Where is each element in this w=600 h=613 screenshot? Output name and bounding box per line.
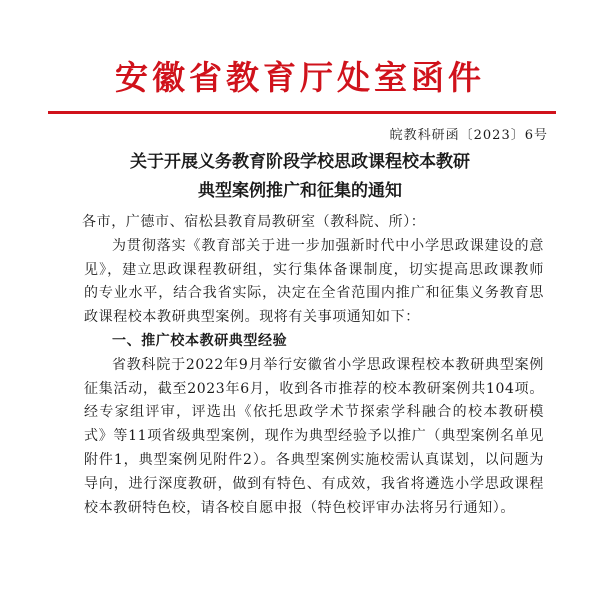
document-number: 皖教科研函〔2023〕6号 [389, 128, 548, 143]
document-body [84, 211, 544, 520]
title-line-1: 关于开展义务教育阶段学校思政课程校本教研 [130, 152, 470, 172]
red-divider-line [48, 111, 556, 114]
section-1-heading: 一、推广校本教研典型经验 [112, 332, 288, 349]
addressee: 各市，广德市、宿松县教育局教研室（教科院、所）： [82, 214, 426, 230]
intro-paragraph: 为贯彻落实《教育部关于进一步加强新时代中小学思政课建设的意见》，建立思政课程教研组，实行集体备课制度，切实提高思政课教师的专业水平，结合我省实际，决定在全省范围内推广和征集义务教育思政课程校本教研典型案例。现将有关事项通知如下： [84, 237, 544, 326]
notice-title [40, 148, 560, 206]
title-line-2: 典型案例推广和征集的通知 [198, 181, 402, 201]
section-1-paragraph: 省教科院于2022年9月举行安徽省小学思政课程校本教研典型案例征集活动，截至2023年6月，收到各市推荐的校本教研案例共104项。经专家组评审，评选出《依托思政学术节探索学科融合的校本教研模式》等11项省级典型案例，现作为典型经验予以推广（典型案例名单见附件1，典型案例见附件2）。各典型案例实施校需认真谋划，以问题为导向，进行深度教研，做到有特色、有成效，我省将遴选小学思政课程校本教研特色校，请各校自愿申报（特色校评审办法将另行通知）。 [84, 356, 544, 516]
letterhead-title: 安徽省教育厅处室函件 [115, 58, 485, 97]
